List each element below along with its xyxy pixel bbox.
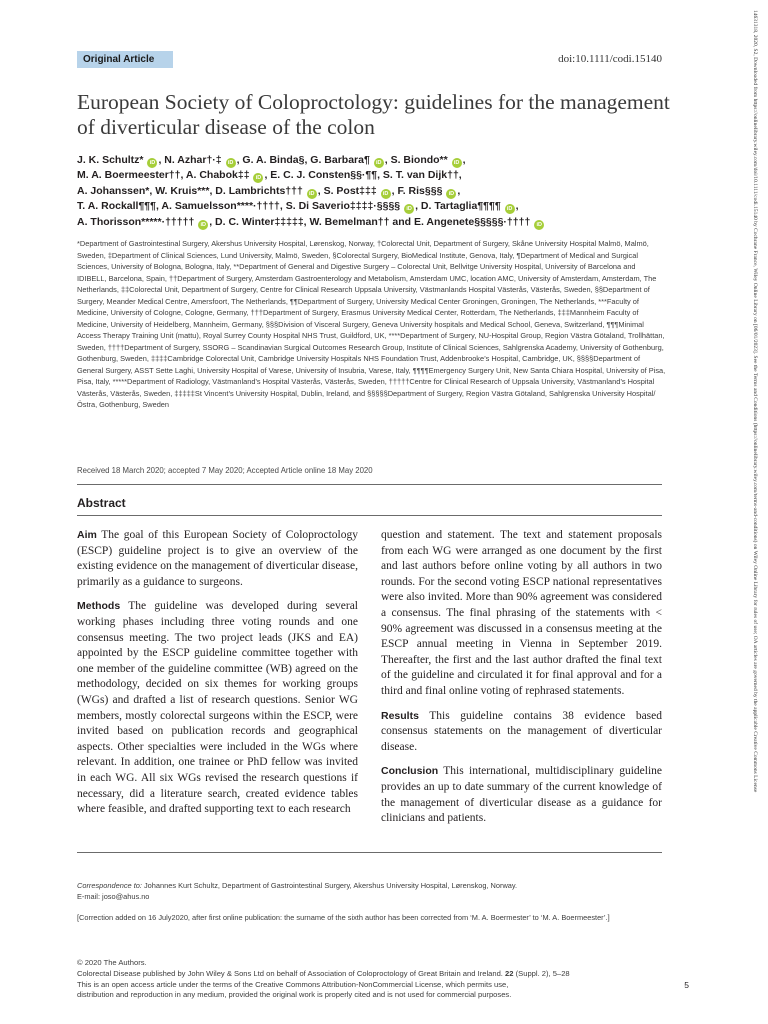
journal-volume: 22 (505, 968, 514, 978)
author-text: T. A. Rockall¶¶¶, A. Samuelsson****·††††, S. Di Saverio‡‡‡‡·§§§§ (77, 200, 401, 213)
author-text: , D. C. Winter‡‡‡‡‡, W. Bemelman†† and E. Angenete§§§§§·†††† (209, 215, 531, 228)
orcid-icon[interactable]: iD (381, 189, 391, 199)
abstract-paragraph (77, 528, 358, 590)
article-type-badge: Original Article (77, 51, 173, 68)
author-text: , (462, 154, 466, 166)
abstract-paragraph (381, 528, 662, 700)
orcid-icon[interactable]: iD (147, 158, 157, 168)
author-text: , (457, 184, 461, 197)
abstract-left-column (77, 528, 358, 827)
correspondence-text: Johannes Kurt Schultz, Department of Gastrointestinal Surgery, Akershus University Hospital, Lørenskog, Norway. (143, 881, 518, 890)
abstract-section-text: question and statement. The text and statement proposals from each WG were arranged as one document by the first and last authors before online voting by all authors in two rounds. For the second voting ESCP national representatives were also invited. More than 90% agreement was considered a consensus. The final phrasing of the statements with < 90% agreement was discussed in a consensus meeting at the ESCP annual meeting in Vienna in September 2019. Thereafter, the first and the last author drafted the final text of the guideline and circulated it for final approval and for a third and final online voting of rephrased statements. (381, 529, 662, 697)
author-text: , D. Tartaglia¶¶¶¶ (415, 200, 501, 213)
orcid-icon[interactable]: iD (505, 204, 515, 214)
orcid-icon[interactable]: iD (446, 189, 456, 199)
orcid-icon[interactable]: iD (404, 204, 414, 214)
abstract-right-column (381, 528, 662, 836)
author-text: , N. Azhar†·‡ (158, 154, 222, 166)
abstract-heading: Abstract (77, 496, 126, 510)
footer (77, 958, 689, 1001)
license-line-1: This is an open access article under the terms of the Creative Commons Attribution-NonCommercial License, which permits use, (77, 979, 509, 989)
author-text: , (515, 200, 519, 213)
author-text: , E. C. J. Consten§§·¶¶, S. T. van Dijk††, (264, 169, 462, 182)
orcid-icon[interactable]: iD (452, 158, 462, 168)
copyright: © 2020 The Authors. (77, 958, 147, 967)
abstract-section-label: Aim (77, 529, 97, 541)
orcid-icon[interactable]: iD (307, 189, 317, 199)
orcid-icon[interactable]: iD (198, 220, 208, 230)
abstract-paragraph (381, 709, 662, 756)
orcid-icon[interactable]: iD (253, 173, 263, 183)
abstract-section-text: The goal of this European Society of Coloproctology (ESCP) guideline project is to give an overview of the existing evidence on the management of diverticular disease, primarily as a guidance to surgeons. (77, 529, 358, 588)
orcid-icon[interactable]: iD (534, 220, 544, 230)
author-text: J. K. Schultz* (77, 154, 144, 166)
author-line (77, 168, 677, 183)
author-text: , S. Post‡‡‡ (317, 184, 377, 197)
download-notice: 14631318, 2020, S2, Downloaded from https://onlinelibrary.wiley.com/doi/10.1111/codi.15140 by Cochrane France, Wiley Online Library on [06/01/2023]. See the Terms and Conditions (https://onlinelibrary.wiley.com/terms-and-conditions) on Wiley Online Library for rules of use; OA articles are governed by the applicable Creative Commons License (752, 10, 758, 793)
author-text: A. Johanssen*, W. Kruis***, D. Lambrichts††† (77, 184, 303, 197)
abstract-section-text: This international, multidisciplinary guideline provides an up to date summary of the current knowledge of the management of diverticular disease as a guidance for clinicians and patients. (381, 765, 663, 825)
correspondence (77, 880, 662, 902)
author-list (77, 153, 677, 230)
divider-bottom (77, 852, 662, 853)
affiliations: *Department of Gastrointestinal Surgery, Akershus University Hospital, Lørenskog, Norway, †Colorectal Unit, Department of Surgery, Skåne University Hospital Malmö, Malmö, Sweden, ‡Department of Clinical Sciences, Lund University, Malmö, Sweden, §Colorectal Surgery, BioMedical Institute, Genova, Italy, ¶Department of Medical and Surgical Sciences, University of Bologna, Bologna, Italy, **Department of General and Digestive Surgery – Colorectal Unit, Bellvitge University Hospital, University of Barcelona and IDIBELL, Barcelona, Spain, ††Department of Surgery, Amsterdam Gastroenterology and Metabolism, Amsterdam UMC, location AMC, University of Amsterdam, Amsterdam, The Netherlands, ‡‡Colorectal Unit, Department of Surgery, Centre for Clinical Research Uppsala University, Västmanlands Hospital Västerås, Västerås, Sweden, §§Department of Surgery, Meander Medical Centre, Amersfoort, The Netherlands, ¶¶Department of Surgery, University Medical Center Groningen, Groningen, The Netherlands, ***Faculty of Medicine, University of Cologne, Cologne, Germany, †††Department of Surgery, Erasmus University Medical Center, Rotterdam, The Netherlands, ‡‡‡Mannheim Faculty of Medicine, University of Heidelberg, Mannheim, Germany, §§§Division of Visceral Surgery, Geneva University hospitals and Medical School, Geneva, Switzerland, ¶¶¶Minimal Access Therapy Training Unit (mattu), Royal Surrey County Hospital NHS Trust, Guildford, UK, ****Department of Surgery, NU-Hospital Group, Region Västra Götaland, Trollhättan, Sweden, ††††Department of Surgery, SSORG – Scandinavian Surgical Outcomes Research Group, Institute of Clinical Sciences, Sahlgrenska Academy, University of Gothenburg, Gothenburg, Sweden, ‡‡‡‡Cambridge Colorectal Unit, Cambridge University Hospitals NHS Foundation Trust, Addenbrooke’s Hospital, Cambridge, UK, §§§§Department of General Surgery, ASST Sette Laghi, University Hospital of Varese, University of Insubria, Varese, Italy, ¶¶¶¶Emergency Surgery Unit, New Santa Chiara Hospital, University of Pisa, Pisa, Italy, *****Department of Radiology, Västmanland’s Hospital Västerås, Västerås, Sweden, †††††Centre for Clinical Research of Uppsala University, Västmanland’s Hospital Västerås, Västerås, Sweden, ‡‡‡‡‡St Vincent’s University Hospital, Dublin, Ireland, and §§§§§Department of Surgery, Region Västra Götaland, Sahlgrenska University Hospital/Östra, Gothenburg, Sweden (77, 239, 666, 409)
received-dates: Received 18 March 2020; accepted 7 May 2020; Accepted Article online 18 May 2020 (77, 466, 373, 475)
abstract-paragraph (381, 764, 662, 826)
journal-citation (77, 969, 677, 980)
abstract-section-text: This guideline contains 38 evidence based consensus statements on the management of diverticular disease. (381, 709, 663, 753)
journal-publisher-text: Colorectal Disease published by John Wiley & Sons Ltd on behalf of Association of Coloproctology of Great Britain and Ireland. (77, 968, 503, 978)
abstract-section-label: Results (381, 709, 419, 722)
correspondence-line (77, 880, 662, 891)
abstract-section-text: The guideline was developed during several working phases including three voting rounds and one consensus meeting. The two project leads (JKS and EA) appointed by the ESCP guideline committee together with one member of the guideline committee (WB) agreed on the methodology, decided on six themes for working groups (WGs) and drafted a list of research questions. Senior WG members, mostly colorectal surgeons within the ESCP, were invited based on publication records and geographical aspects. Other specialties were included in the WGs where relevant. In addition, one trainee or PhD fellow was invited in each WG. All six WGs revised the research questions if necessary, did a literature search, created evidence tables where feasible, and drafted supporting text to each research (77, 600, 359, 816)
abstract-paragraph (77, 599, 358, 817)
author-text: , S. Biondo** (384, 154, 448, 166)
author-line (77, 199, 677, 214)
journal-issue-pages: (Suppl. 2), 5–28 (515, 968, 570, 978)
correspondence-email[interactable]: E-mail: joso@ahus.no (77, 892, 150, 901)
doi-link[interactable]: doi:10.1111/codi.15140 (558, 53, 662, 65)
author-text: M. A. Boermeester††, A. Chabok‡‡ (77, 169, 250, 182)
abstract-section-label: Methods (77, 600, 121, 613)
author-text: , G. A. Binda§, G. Barbara¶ (236, 154, 370, 166)
author-line (77, 215, 677, 230)
license-line-2: distribution and reproduction in any medium, provided the original work is properly cited and is not used for commercial purposes. (77, 990, 512, 1000)
author-line (77, 153, 677, 168)
article-title: European Society of Coloproctology: guidelines for the management of diverticular disease of the colon (77, 90, 670, 139)
correction-note: [Correction added on 16 July2020, after first online publication: the surname of the sixth author has been corrected from ‘M. A. Boermester’ to ‘M. A. Boermeester’.] (77, 913, 610, 922)
author-text: , F. Ris§§§ (391, 184, 443, 197)
abstract-section-label: Conclusion (381, 765, 439, 778)
correspondence-label: Correspondence to: (77, 881, 142, 890)
orcid-icon[interactable]: iD (374, 158, 384, 168)
page-number: 5 (684, 979, 689, 990)
orcid-icon[interactable]: iD (226, 158, 236, 168)
author-line (77, 184, 677, 199)
divider-top (77, 484, 662, 485)
author-text: A. Thorisson*****·††††† (77, 215, 195, 228)
divider-abstract (77, 515, 662, 516)
download-sidebar (752, 10, 762, 1015)
